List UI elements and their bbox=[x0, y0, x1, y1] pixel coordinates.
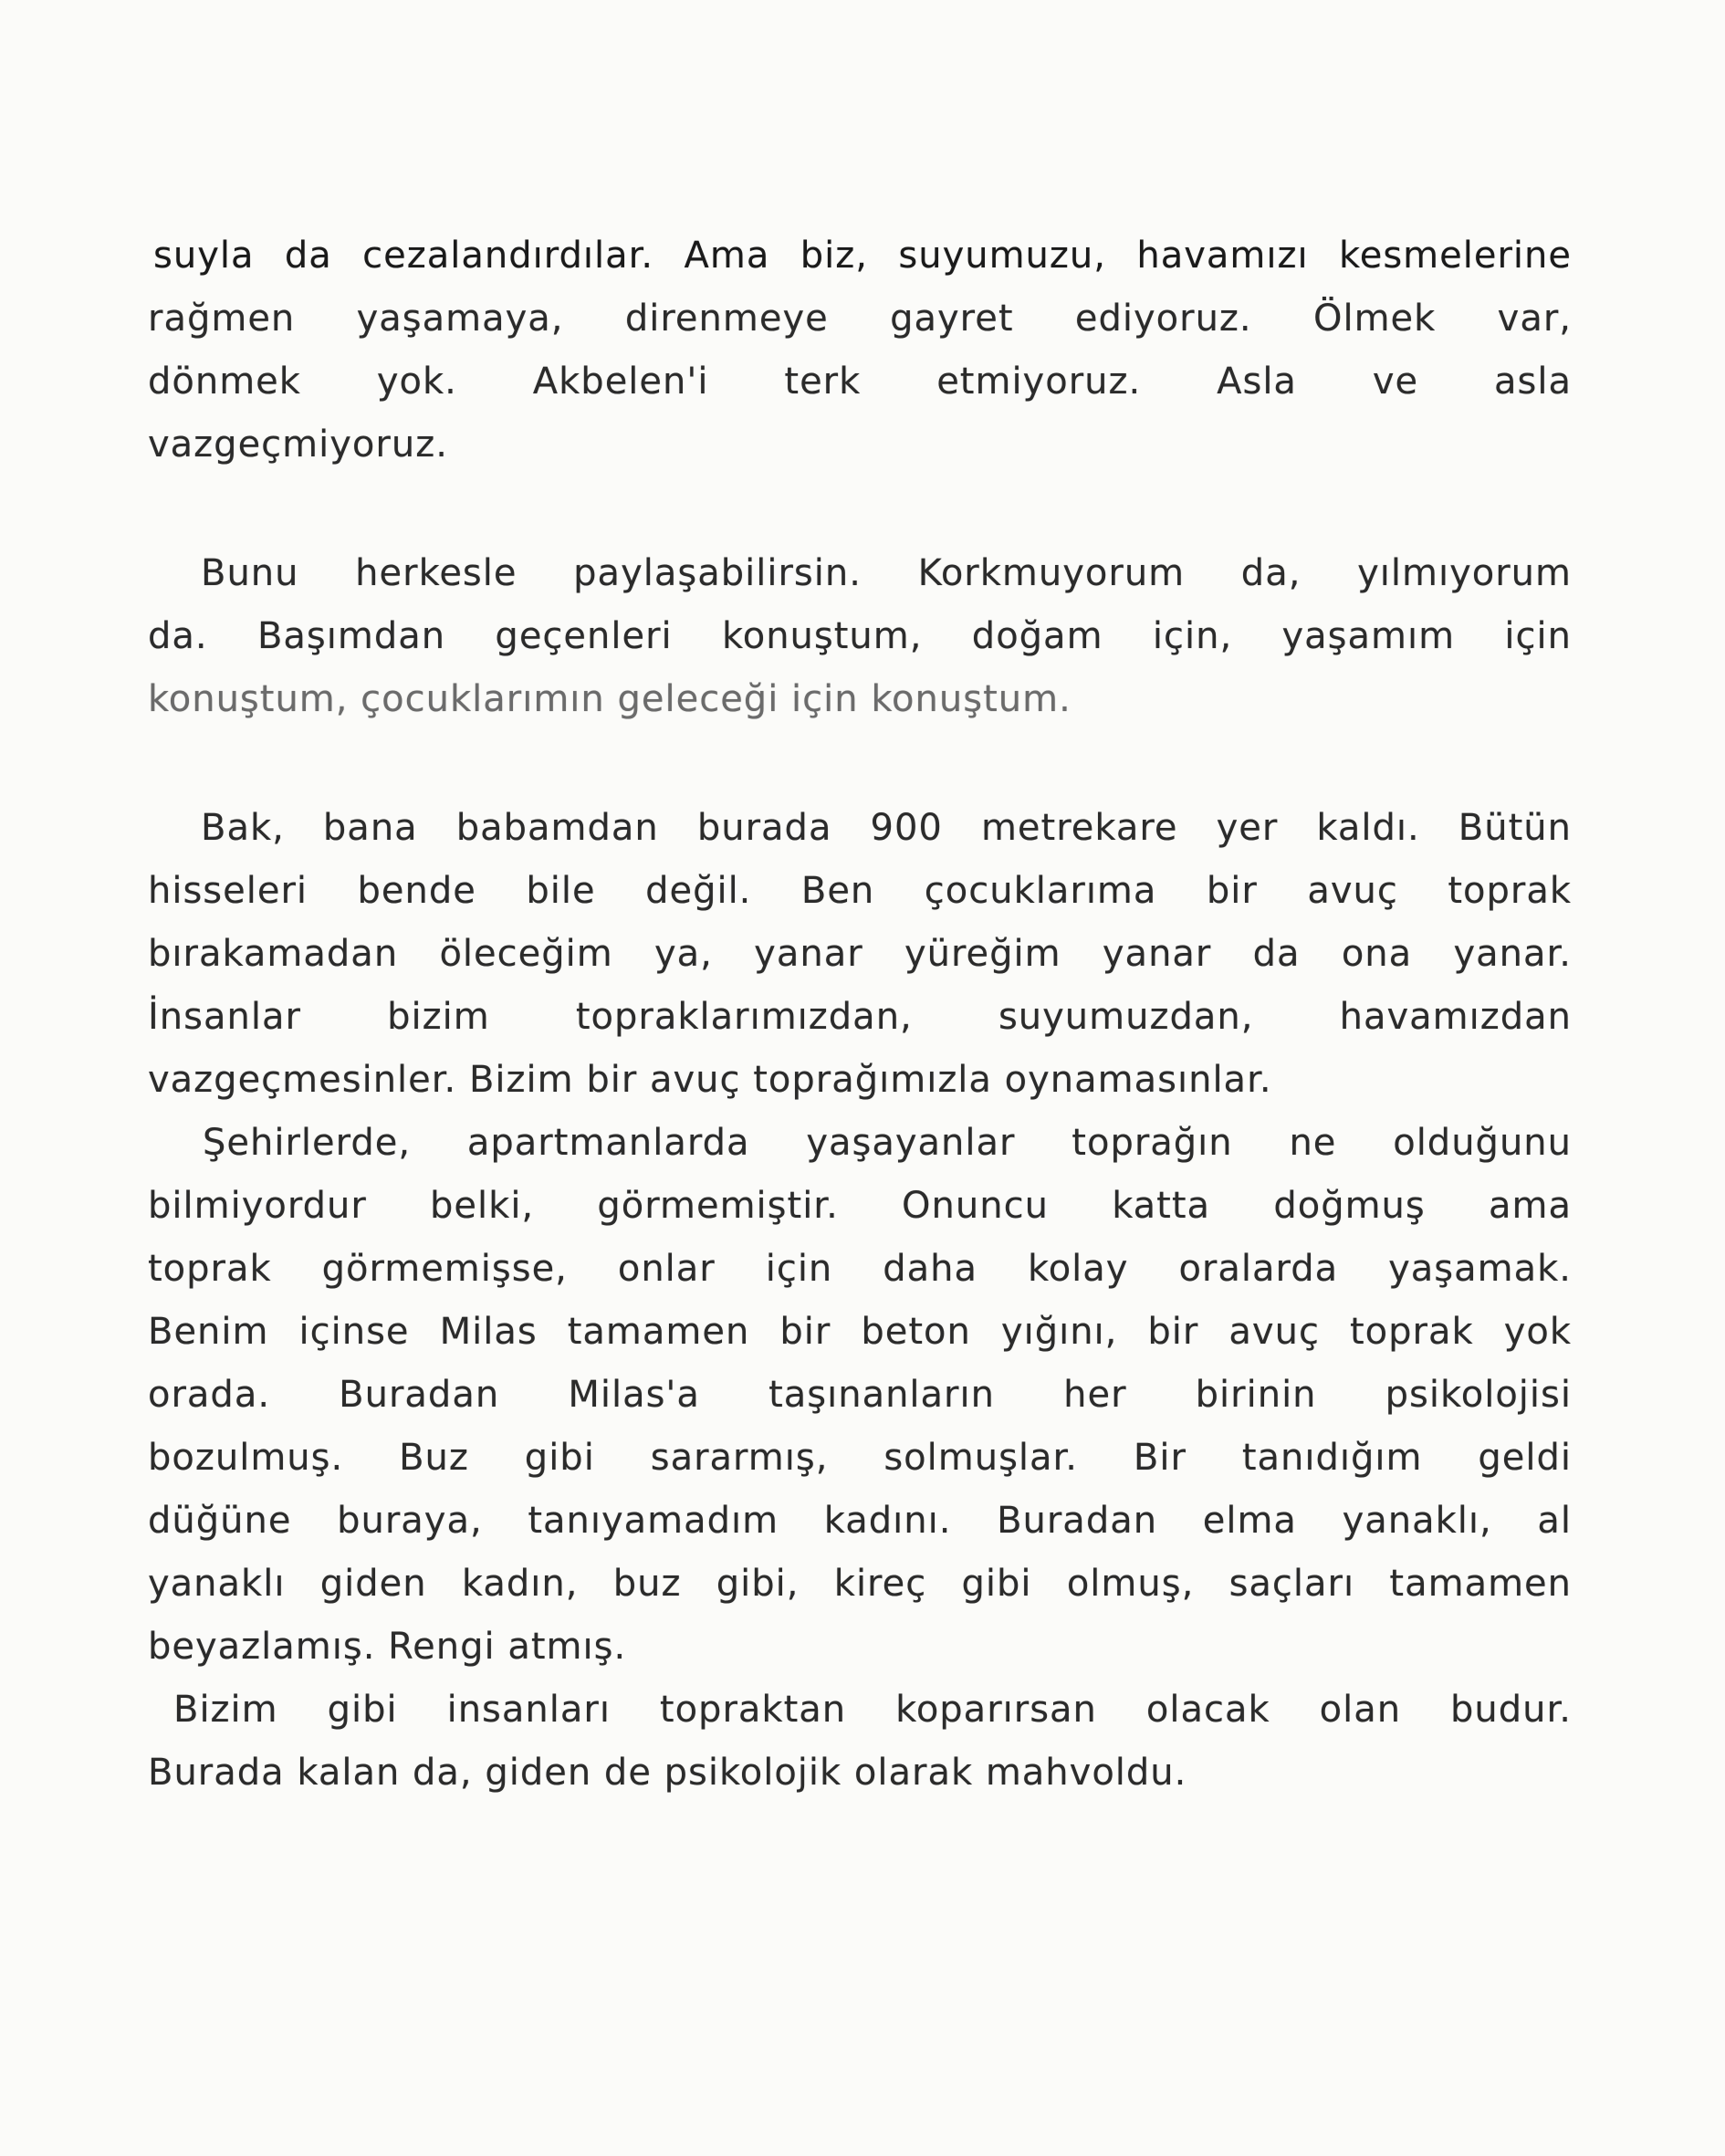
text-line: İnsanlar bizim topraklarımızdan, suyumuzdan, havamızdan bbox=[148, 996, 1572, 1038]
text-line: orada. Buradan Milas'a taşınanların her birinin psikolojisi bbox=[148, 1374, 1572, 1416]
text-line: suyla da cezalandırdılar. Ama biz, suyumuzu, havamızı kesmelerine bbox=[153, 235, 1572, 277]
text-line: Benim içinse Milas tamamen bir beton yığını, bir avuç toprak yok bbox=[148, 1311, 1572, 1353]
text-line: konuştum, çocuklarımın geleceği için konuştum. bbox=[148, 678, 1072, 720]
text-line: beyazlamış. Rengi atmış. bbox=[148, 1626, 627, 1668]
text-line: toprak görmemişse, onlar için daha kolay oralarda yaşamak. bbox=[148, 1248, 1572, 1290]
paragraph-3 bbox=[148, 797, 1572, 1805]
paragraph-2 bbox=[148, 542, 1572, 731]
text-line: yanaklı giden kadın, buz gibi, kireç gibi olmuş, saçları tamamen bbox=[148, 1563, 1572, 1605]
text-line: bozulmuş. Buz gibi sararmış, solmuşlar. Bir tanıdığım geldi bbox=[148, 1437, 1572, 1479]
text-line: bilmiyordur belki, görmemiştir. Onuncu katta doğmuş ama bbox=[148, 1185, 1572, 1227]
text-line: vazgeçmesinler. Bizim bir avuç toprağımızla oynamasınlar. bbox=[148, 1059, 1272, 1101]
text-line: dönmek yok. Akbelen'i terk etmiyoruz. Asla ve asla bbox=[148, 361, 1572, 403]
paragraph-1 bbox=[148, 225, 1572, 476]
handwritten-text-block bbox=[148, 225, 1572, 1805]
text-line: düğüne buraya, tanıyamadım kadını. Buradan elma yanaklı, al bbox=[148, 1500, 1572, 1542]
text-line: bırakamadan öleceğim ya, yanar yüreğim yanar da ona yanar. bbox=[148, 933, 1572, 975]
text-line: Burada kalan da, giden de psikolojik olarak mahvoldu. bbox=[148, 1752, 1187, 1794]
text-line: Bizim gibi insanları topraktan koparırsan olacak olan budur. bbox=[173, 1689, 1572, 1731]
text-line: Şehirlerde, apartmanlarda yaşayanlar toprağın ne olduğunu bbox=[203, 1122, 1572, 1164]
text-line: vazgeçmiyoruz. bbox=[148, 424, 448, 466]
text-line: rağmen yaşamaya, direnmeye gayret ediyoruz. Ölmek var, bbox=[148, 298, 1572, 340]
text-line: da. Başımdan geçenleri konuştum, doğam için, yaşamım için bbox=[148, 615, 1572, 657]
paragraph-gap bbox=[148, 476, 1572, 542]
text-line: Bak, bana babamdan burada 900 metrekare yer kaldı. Bütün bbox=[201, 807, 1572, 849]
text-line: hisseleri bende bile değil. Ben çocuklarıma bir avuç toprak bbox=[148, 870, 1572, 912]
paragraph-gap bbox=[148, 731, 1572, 797]
text-line: Bunu herkesle paylaşabilirsin. Korkmuyorum da, yılmıyorum bbox=[201, 552, 1572, 594]
